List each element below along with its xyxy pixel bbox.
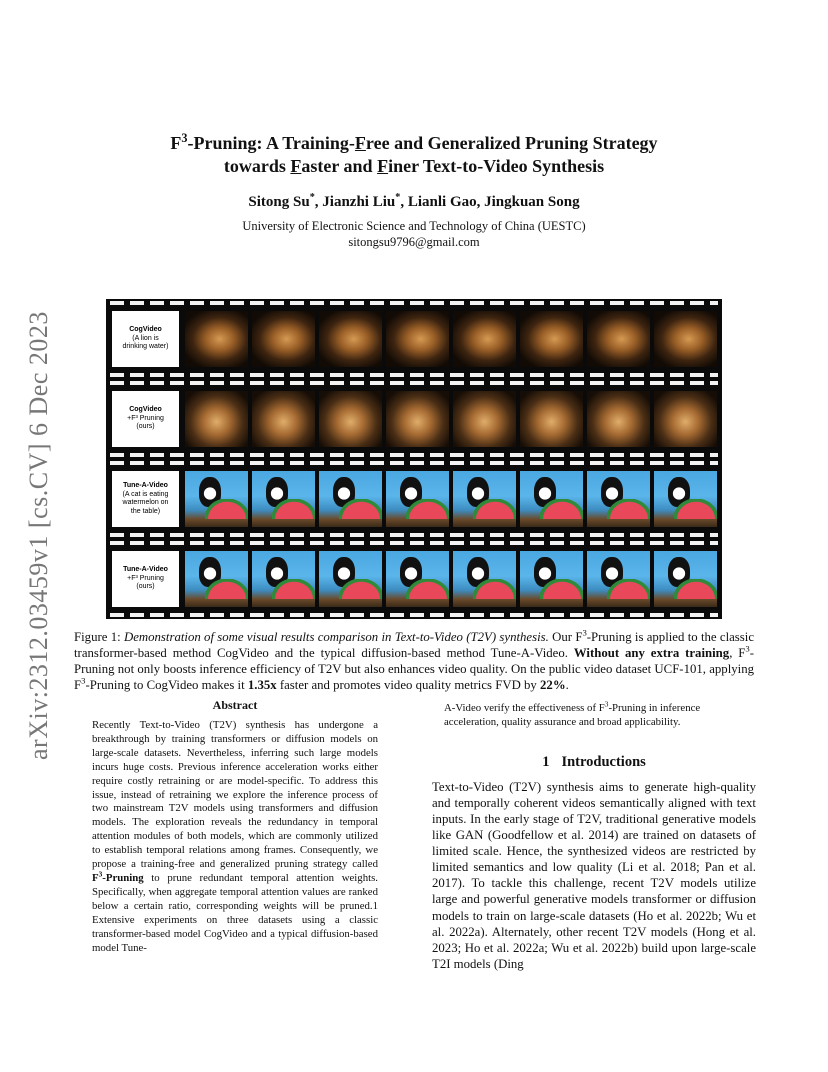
abstract-text: Recently Text-to-Video (T2V) synthesis has undergone a breakthrough by training transformers or diffusion models on large-scale datasets. Nevertheless, inferring such large models incurs huge costs. Previous inference acceleration works either require costly retraining or are model-specific. To address this issue, instead of retraining we explore the inference process of two mainstream T2V models using transformers and diffusion models. The exploration reveals the redundancy in temporal attention modules of both models, which are commonly utilized to establish temporal relations among frames. Consequently, we propose a training-free and generalized pruning strategy called $F^3$-Pruning to prune redundant temporal attention weights. Specifically, when aggregate temporal attention values are ranked below a certain ratio, corresponding weights will be pruned.1 Extensive experiments on three datasets using a classic transformer-based model CogVideo and a typical diffusion-based model Tune- xyxy=(92,719,378,954)
video-frame xyxy=(587,391,650,447)
video-frame xyxy=(654,311,717,367)
film-sprockets xyxy=(110,533,718,537)
film-sprockets xyxy=(110,381,718,385)
row-method: Tune-A-Video xyxy=(123,566,168,574)
figure-row xyxy=(106,299,722,379)
left-column xyxy=(88,698,382,955)
video-frame xyxy=(386,471,449,527)
affiliation-name: University of Electronic Science and Technology of China (UESTC) xyxy=(242,219,586,233)
video-frame xyxy=(185,471,248,527)
section-heading-introduction: 1 Introductions xyxy=(542,753,646,770)
introduction-text: Text-to-Video (T2V) synthesis aims to generate high-quality and temporally coherent videos semantically aligned with text inputs. In the early stage of T2V, traditional generative models like GAN (Goodfellow et al. 2014) are trained on datasets of limited scale. Hence, the synthesized videos are restricted by limited semantics and low quality (Li et al. 2018; Pan et al. 2017). To tackle this challenge, recent T2V models utilize large and powerful generative models transformer or diffusion models to train on large-scale datasets (Ho et al. 2022b; Wu et al. 2022a). Alternately, other recent T2V models (Hong et al. 2023; Ho et al. 2022a; Wu et al. 2022b) build upon large-scale T2I models (Ding xyxy=(432,779,756,971)
film-sprockets xyxy=(110,301,718,305)
row-label-line: (A cat is eating xyxy=(122,490,169,498)
abstract-heading: Abstract xyxy=(212,698,258,712)
video-frame xyxy=(453,551,516,607)
figure-caption: Figure 1: Demonstration of some visual results comparison in Text-to-Video (T2V) synthesis. Our $F^3$-Pruning is applied to the classic transformer-based method CogVideo and the typical diffusion-based method Tune-A-Video. Without any extra training, $F^3$-Pruning not only boosts inference efficiency of T2V but also enhances video quality. On the public video dataset UCF-101, applying $F^3$-Pruning to CogVideo makes it 1.35x faster and promotes video quality metrics FVD by 22%. xyxy=(74,627,755,692)
row-label xyxy=(112,471,179,527)
video-frame xyxy=(386,391,449,447)
video-frame xyxy=(386,311,449,367)
video-frame xyxy=(252,311,315,367)
video-frames xyxy=(185,551,717,607)
row-label xyxy=(112,311,179,367)
video-frame xyxy=(453,471,516,527)
film-sprockets xyxy=(110,373,718,377)
row-label-line: drinking water) xyxy=(122,343,169,351)
video-frame xyxy=(185,551,248,607)
affiliation xyxy=(100,219,728,250)
video-frame xyxy=(319,391,382,447)
video-frame xyxy=(252,471,315,527)
video-frames xyxy=(185,391,717,447)
video-frames xyxy=(185,311,717,367)
row-method: CogVideo xyxy=(129,326,162,334)
figure-1 xyxy=(106,299,722,619)
row-method: Tune-A-Video xyxy=(123,482,168,489)
video-frame xyxy=(520,391,583,447)
figure-row xyxy=(106,459,722,539)
row-label-line: (A lion is xyxy=(132,334,159,342)
row-label xyxy=(112,391,179,447)
row-label-line: (ours) xyxy=(136,423,155,431)
row-label-line: watermelon on xyxy=(122,499,169,506)
author-email: sitongsu9796@gmail.com xyxy=(348,234,480,249)
row-label-line: +F³ Pruning xyxy=(127,414,164,422)
film-sprockets xyxy=(110,461,718,465)
video-frame xyxy=(654,471,717,527)
video-frame xyxy=(252,391,315,447)
video-frame xyxy=(453,311,516,367)
video-frame xyxy=(520,311,583,367)
row-label-line: the table) xyxy=(130,507,161,515)
author-list: Sitong Su*, Jianzhi Liu*, Lianli Gao, Jingkuan Song xyxy=(248,192,580,210)
video-frame xyxy=(654,391,717,447)
video-frame xyxy=(520,551,583,607)
abstract-continuation: A-Video verify the effectiveness of $F^3$-Pruning in inference acceleration, quality assurance and broad applicability. xyxy=(444,699,701,728)
video-frame xyxy=(319,471,382,527)
film-sprockets xyxy=(110,541,718,545)
video-frame xyxy=(386,551,449,607)
video-frame xyxy=(587,311,650,367)
row-label xyxy=(112,551,179,607)
video-frame xyxy=(654,551,717,607)
video-frame xyxy=(520,471,583,527)
film-sprockets xyxy=(110,613,718,617)
video-frame xyxy=(185,311,248,367)
right-column xyxy=(432,699,756,972)
video-frame xyxy=(319,311,382,367)
row-method: CogVideo xyxy=(129,406,162,414)
row-label-line: (ours) xyxy=(136,583,155,591)
arxiv-id: arXiv:2312.03459v1 [cs.CV] 6 Dec 2023 xyxy=(24,311,53,760)
arxiv-stamp xyxy=(18,290,54,760)
film-sprockets xyxy=(110,453,718,457)
video-frame xyxy=(453,391,516,447)
video-frame xyxy=(252,551,315,607)
video-frame xyxy=(587,551,650,607)
paper-title: $F^3$-Pruning: A Training-Free and Generalized Pruning Strategy towards Faster and Finer Text-to-Video Synthesis xyxy=(170,131,658,176)
figure-row xyxy=(106,539,722,619)
row-label-line: +F³ Pruning xyxy=(127,574,164,582)
video-frame xyxy=(319,551,382,607)
video-frame xyxy=(185,391,248,447)
figure-row xyxy=(106,379,722,459)
video-frames xyxy=(185,471,717,527)
video-frame xyxy=(587,471,650,527)
